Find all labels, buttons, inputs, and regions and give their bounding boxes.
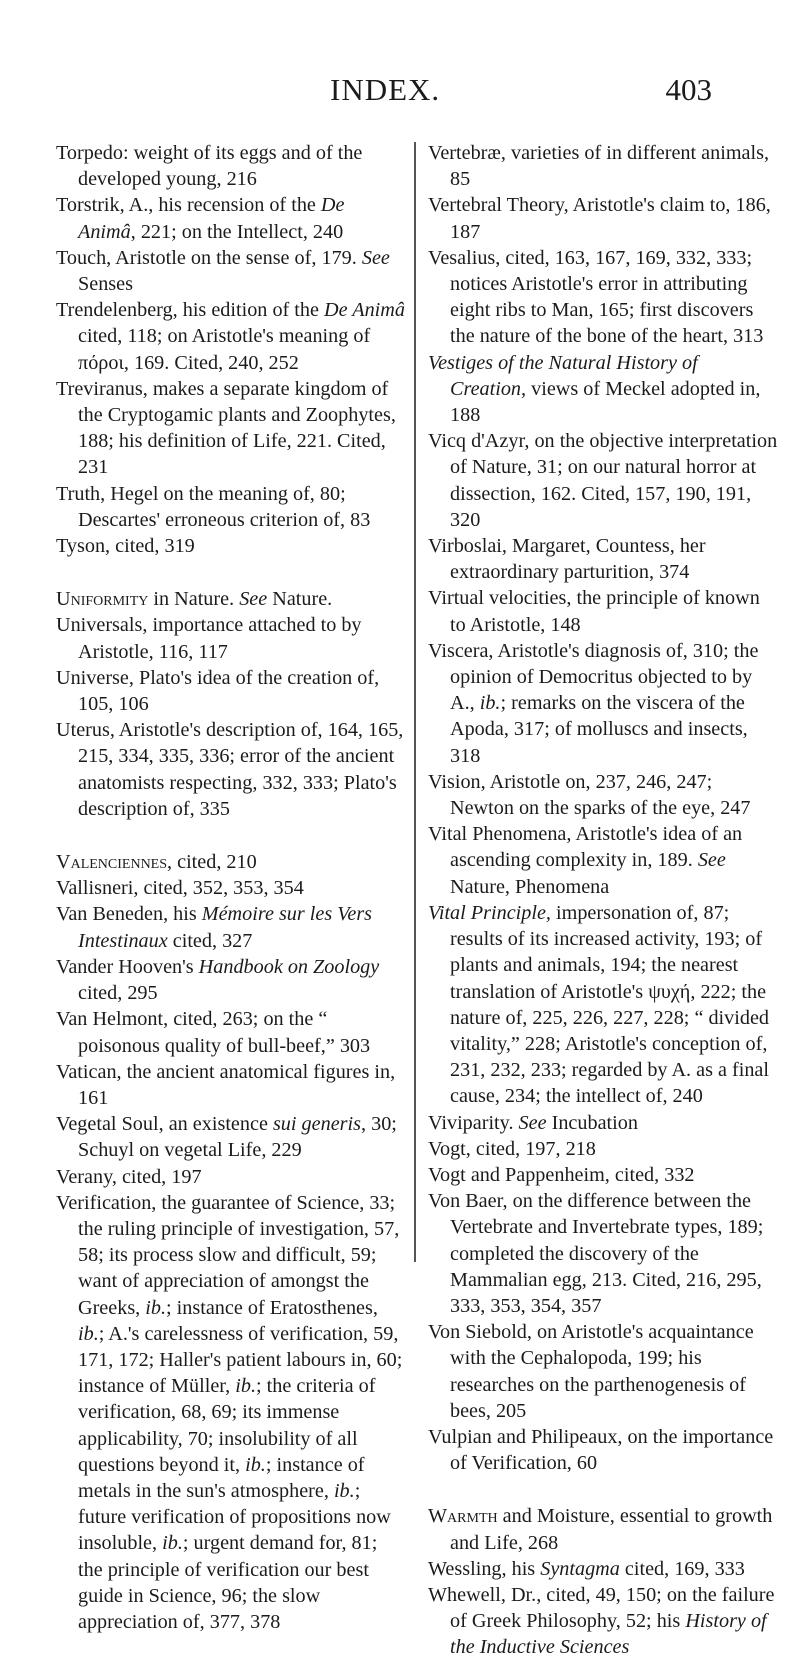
index-entry: Universals, importance attached to by Aristotle, 116, 117 (56, 614, 362, 663)
index-entry: Virboslai, Margaret, Countess, her extraordinary parturition, 374 (428, 535, 706, 584)
section-gap (56, 822, 406, 849)
index-entry: Uniformity in Nature. See Nature. (56, 588, 333, 611)
index-entry: Vulpian and Philipeaux, on the importance of Verification, 60 (428, 1425, 774, 1475)
index-column-left (56, 140, 406, 1635)
section-gap (56, 559, 406, 586)
index-column-right (428, 140, 778, 1661)
page-number: 403 (665, 72, 712, 107)
index-entry: Vital Phenomena, Aristotle's idea of an ascending complexity in, 189. See Nature, Phenomena (428, 823, 743, 898)
index-entry: Tyson, cited, 319 (56, 535, 195, 558)
index-entry: Virtual velocities, the principle of known to Aristotle, 148 (428, 587, 760, 636)
index-entry: Vogt, cited, 197, 218 (428, 1137, 596, 1160)
index-entry: Vicq d'Azyr, on the objective interpretation of Nature, 31; on our natural horror at dissection, 162. Cited, 157, 190, 191, 320 (428, 430, 778, 531)
section-gap (428, 1476, 778, 1503)
index-entry: Touch, Aristotle on the sense of, 179. See Senses (56, 246, 390, 296)
index-entry: Von Baer, on the difference between the Vertebrate and Invertebrate types, 189; completed the discovery of the Mammalian egg, 213. Cited, 216, 295, 333, 353, 354, 357 (428, 1190, 764, 1317)
index-entry: Whewell, Dr., cited, 49, 150; on the failure of Greek Philosophy, 52; his History of the Inductive Sciences (428, 1583, 775, 1659)
index-entry: Torpedo: weight of its eggs and of the developed young, 216 (56, 142, 363, 191)
index-entry: Von Siebold, on Aristotle's acquaintance with the Cephalopoda, 199; his researches on the parthenogenesis of bees, 205 (428, 1321, 754, 1422)
index-entry: Verany, cited, 197 (56, 1165, 202, 1188)
column-divider (414, 142, 416, 1262)
index-entry: Trendelenberg, his edition of the De Animâ cited, 118; on Aristotle's meaning of πόροι, 169. Cited, 240, 252 (56, 299, 405, 374)
index-entry: Vatican, the ancient anatomical figures in, 161 (56, 1060, 396, 1109)
index-entry: Universe, Plato's idea of the creation of, 105, 106 (56, 666, 380, 716)
index-entry: Viviparity. See Incubation (428, 1111, 638, 1134)
index-entry: Wessling, his Syntagma cited, 169, 333 (428, 1557, 745, 1580)
index-entry: Vallisneri, cited, 352, 353, 354 (56, 877, 304, 900)
index-entry: Vision, Aristotle on, 237, 246, 247; Newton on the sparks of the eye, 247 (428, 770, 751, 820)
index-entry: Verification, the guarantee of Science, 33; the ruling principle of investigation, 57, 58; its process slow and difficult, 59; want of appreciation of amongst the Greeks, ib.; instance of Eratosthenes, ib.; A.'s carelessness of verification, 59, 171, 172; Haller's patient labours in, 60; instance of Müller, ib.; the criteria of verification, 68, 69; its immense applicability, 70; insolubility of all questions beyond it, ib.; instance of metals in the sun's atmosphere, ib.; future verification of propositions now insoluble, ib.; urgent demand for, 81; the principle of verification our best guide in Science, 96; the slow appreciation of, 377, 378 (56, 1191, 403, 1633)
index-entry: Vegetal Soul, an existence sui generis, 30; Schuyl on vegetal Life, 229 (56, 1113, 397, 1162)
index-entry: Vander Hooven's Handbook on Zoology cited, 295 (56, 955, 380, 1005)
index-entry: Vital Principle, impersonation of, 87; results of its increased activity, 193; of plants and animals, 194; the nearest translation of Aristotle's ψυχή, 222; the nature of, 225, 226, 227, 228; “ divided vitality,” 228; Aristotle's conception of, 231, 232, 233; regarded by A. as a final cause, 234; the intellect of, 240 (428, 901, 770, 1108)
index-entry: Van Beneden, his Mémoire sur les Vers Intestinaux cited, 327 (56, 903, 373, 952)
index-entry: Valenciennes, cited, 210 (56, 851, 257, 874)
page-title: INDEX. (330, 72, 441, 107)
index-entry: Vestiges of the Natural History of Creation, views of Meckel adopted in, 188 (428, 351, 761, 427)
running-head (0, 72, 800, 112)
index-entry: Truth, Hegel on the meaning of, 80; Descartes' erroneous criterion of, 83 (56, 482, 371, 531)
index-entry: Vesalius, cited, 163, 167, 169, 332, 333; notices Aristotle's error in attributing eight ribs to Man, 165; first discovers the nature of the bone of the heart, 313 (428, 246, 764, 348)
index-entry: Vertebræ, varieties of in different animals, 85 (428, 142, 770, 191)
index-entry: Treviranus, makes a separate kingdom of the Cryptogamic plants and Zoophytes, 188; his definition of Life, 221. Cited, 231 (56, 377, 396, 479)
index-entry: Van Helmont, cited, 263; on the “ poisonous quality of bull-beef,” 303 (56, 1008, 371, 1057)
index-entry: Warmth and Moisture, essential to growth and Life, 268 (428, 1505, 773, 1554)
index-entry: Uterus, Aristotle's description of, 164, 165, 215, 334, 335, 336; error of the ancient anatomists respecting, 332, 333; Plato's description of, 335 (56, 719, 404, 820)
index-entry: Vogt and Pappenheim, cited, 332 (428, 1163, 695, 1186)
index-entry: Vertebral Theory, Aristotle's claim to, 186, 187 (428, 194, 771, 243)
index-entry: Viscera, Aristotle's diagnosis of, 310; the opinion of Democritus objected to by A., ib.; remarks on the viscera of the Apoda, 317; of molluscs and insects, 318 (428, 639, 759, 767)
index-entry: Torstrik, A., his recension of the De Animâ, 221; on the Intellect, 240 (56, 194, 345, 243)
